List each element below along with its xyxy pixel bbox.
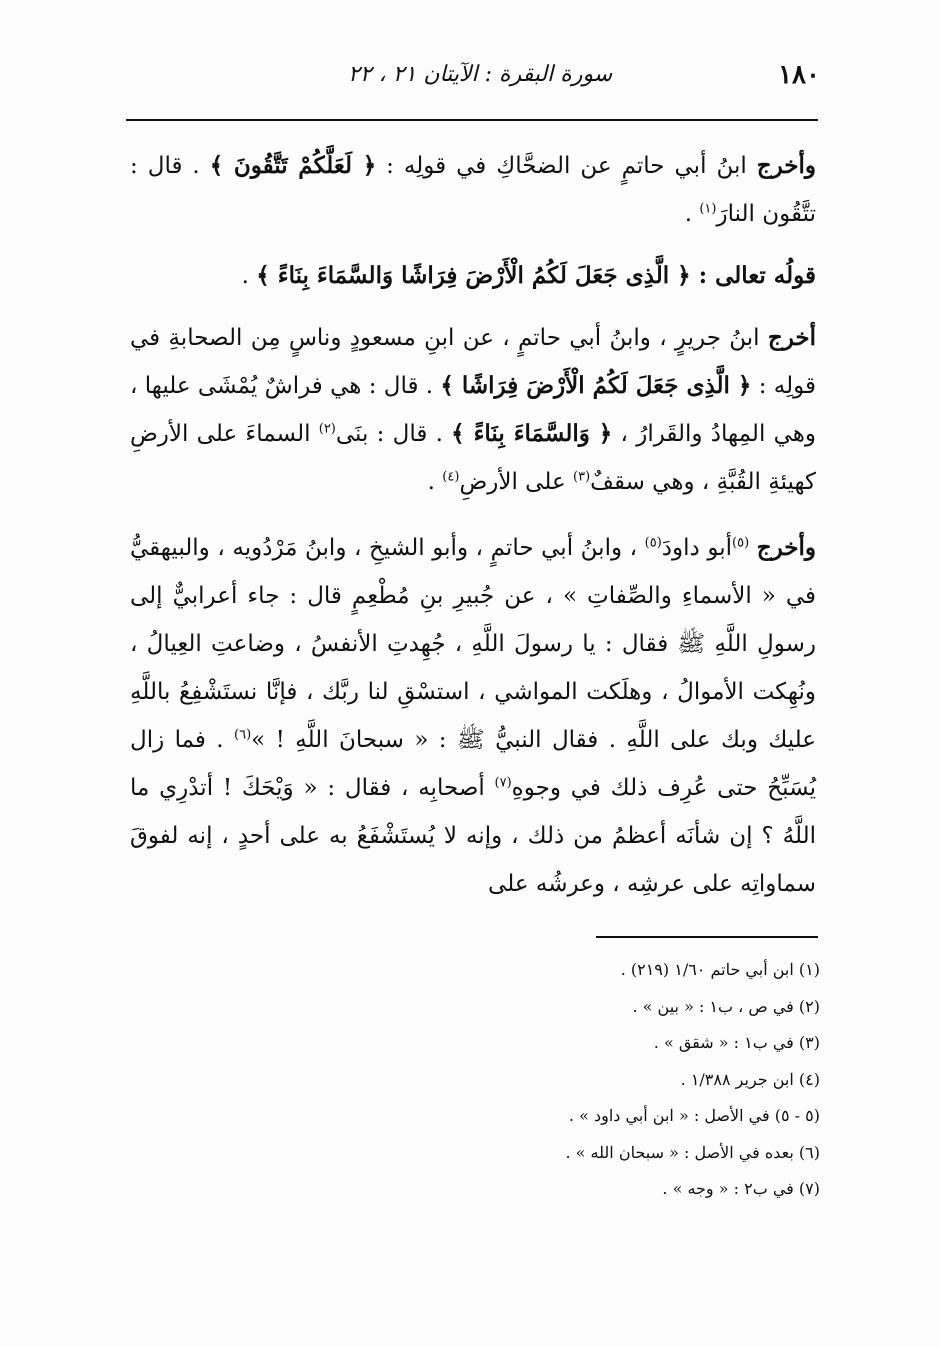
paragraph-4: [130, 524, 816, 908]
paragraph-lead: وأخرج: [756, 534, 816, 561]
footnote-3: (٣) في ب١ : « شقق » .: [653, 1033, 820, 1052]
footnote-ref[interactable]: (١): [699, 201, 717, 217]
quran-verse: ﴿ لَعَلَّكُمْ تَتَّقُونَ ﴾: [209, 152, 377, 179]
footnote-ref[interactable]: (٥): [732, 535, 750, 551]
footnote-ref[interactable]: (٦): [234, 727, 252, 743]
paragraph-text: ابنُ أبي حاتمٍ عن الضحَّاكِ في قولِه :: [376, 153, 757, 179]
paragraph-text: أبو داودَ: [661, 535, 733, 561]
footnote-1: (١) ابن أبي حاتم ١/٦٠ (٢١٩) .: [620, 960, 820, 979]
footnote-ref[interactable]: (٣): [573, 469, 591, 485]
paragraph-text: .: [241, 263, 257, 289]
paragraph-text: ، وابنُ أبي حاتمٍ ، وأبو الشيخِ ، وابنُ مَرْدُويه ، والبيهقيُّ في « الأسماءِ والصِّفاتِ » ، عن جُبيرِ بنِ مُطْعِمٍ قال : جاء أعرابيٌّ إلى رسولِ اللَّهِ ﷺ فقال : يا رسولَ اللَّهِ ، جُهِدتِ الأنفسُ ، وضاعتِ العِيالُ ، ونُهِكت الأموالُ ، وهلَكت المواشي ، استسْقِ لنا ربَّك ، فإنَّا نستَشْفِعُ باللَّهِ عليك وبك على اللَّهِ . فقال النبيُّ ﷺ : « سبحانَ اللَّهِ ! »: [130, 535, 816, 753]
paragraph-text: أصحابِه ، فقال : « وَيْحَكَ ! أتدْرِي ما اللَّهُ ؟ إن شأنَه أعظمُ من ذلك ، وإنه لا يُستَشْفَعُ به على أحدٍ ، إنه لفوقَ سماواتِه على عرشِه ، وعرشُه على: [130, 775, 816, 897]
paragraph-text: . قال : هي فراشٌ يُمْشَى عليها ، وهي المِهادُ والقَرارُ ،: [129, 373, 816, 447]
paragraph-1: [130, 142, 816, 238]
paragraph-3: [130, 314, 816, 506]
footnote-5: (٥ - ٥) في الأصل : « ابن أبي داود » .: [568, 1106, 820, 1125]
paragraph-lead: وأخرج: [756, 152, 816, 179]
footnote-4: (٤) ابن جرير ١/٣٨٨ .: [680, 1069, 820, 1089]
main-text: [130, 142, 816, 926]
footnote-6: (٦) بعده في الأصل : « سبحان الله » .: [565, 1142, 820, 1162]
footnote-rule: [596, 936, 818, 938]
footnote-ref[interactable]: (٤): [442, 469, 460, 485]
paragraph-2: [130, 252, 816, 300]
paragraph-text: .: [427, 469, 443, 495]
paragraph-text: ابنُ جريرٍ ، وابنُ أبي حاتمٍ ، عن ابنِ مسعودٍ وناسٍ مِن الصحابةِ في قولِه :: [130, 325, 816, 399]
running-title: سورة البقرة : الآيتان ٢١ ، ٢٢: [348, 62, 613, 87]
paragraph-text: .: [684, 201, 700, 227]
paragraph-text: السماءَ على الأرضِ كهيئةِ القُبَّةِ ، وهي سقفٌ: [130, 421, 816, 495]
page-header: [128, 58, 820, 98]
footnote-ref[interactable]: (٢): [318, 421, 336, 437]
quran-verse: ﴿ الَّذِى جَعَلَ لَكُمُ الْأَرْضَ فِرَاشًا وَالسَّمَاءَ بِنَاءً ﴾: [256, 262, 699, 289]
footnote-ref[interactable]: (٥): [644, 535, 662, 551]
paragraph-text: . قال : تتَّقُون النارَ: [130, 153, 816, 227]
quran-verse: ﴿ وَالسَّمَاءَ بِنَاءً ﴾: [451, 420, 613, 447]
page-number: ١٨٠: [778, 60, 820, 90]
footnotes: [460, 952, 820, 1208]
paragraph-lead: أخرج: [767, 324, 816, 351]
paragraph-text: على الأرضِ: [459, 469, 573, 495]
footnote-7: (٧) في ب٢ : « وجه » .: [662, 1179, 820, 1198]
header-rule: [126, 119, 818, 121]
paragraph-text: . فما زال يُسَبِّحُ حتى عُرِف ذلك في وجوهِ: [130, 727, 816, 801]
paragraph-lead: قولُه تعالى :: [698, 262, 816, 289]
quran-verse: ﴿ الَّذِى جَعَلَ لَكُمُ الْأَرْضَ فِرَاشًا ﴾: [440, 372, 752, 399]
footnote-2: (٢) في ص ، ب١ : « بين » .: [632, 996, 820, 1016]
footnote-ref[interactable]: (٧): [494, 775, 512, 791]
paragraph-text: . قال : بنَى: [335, 421, 452, 447]
